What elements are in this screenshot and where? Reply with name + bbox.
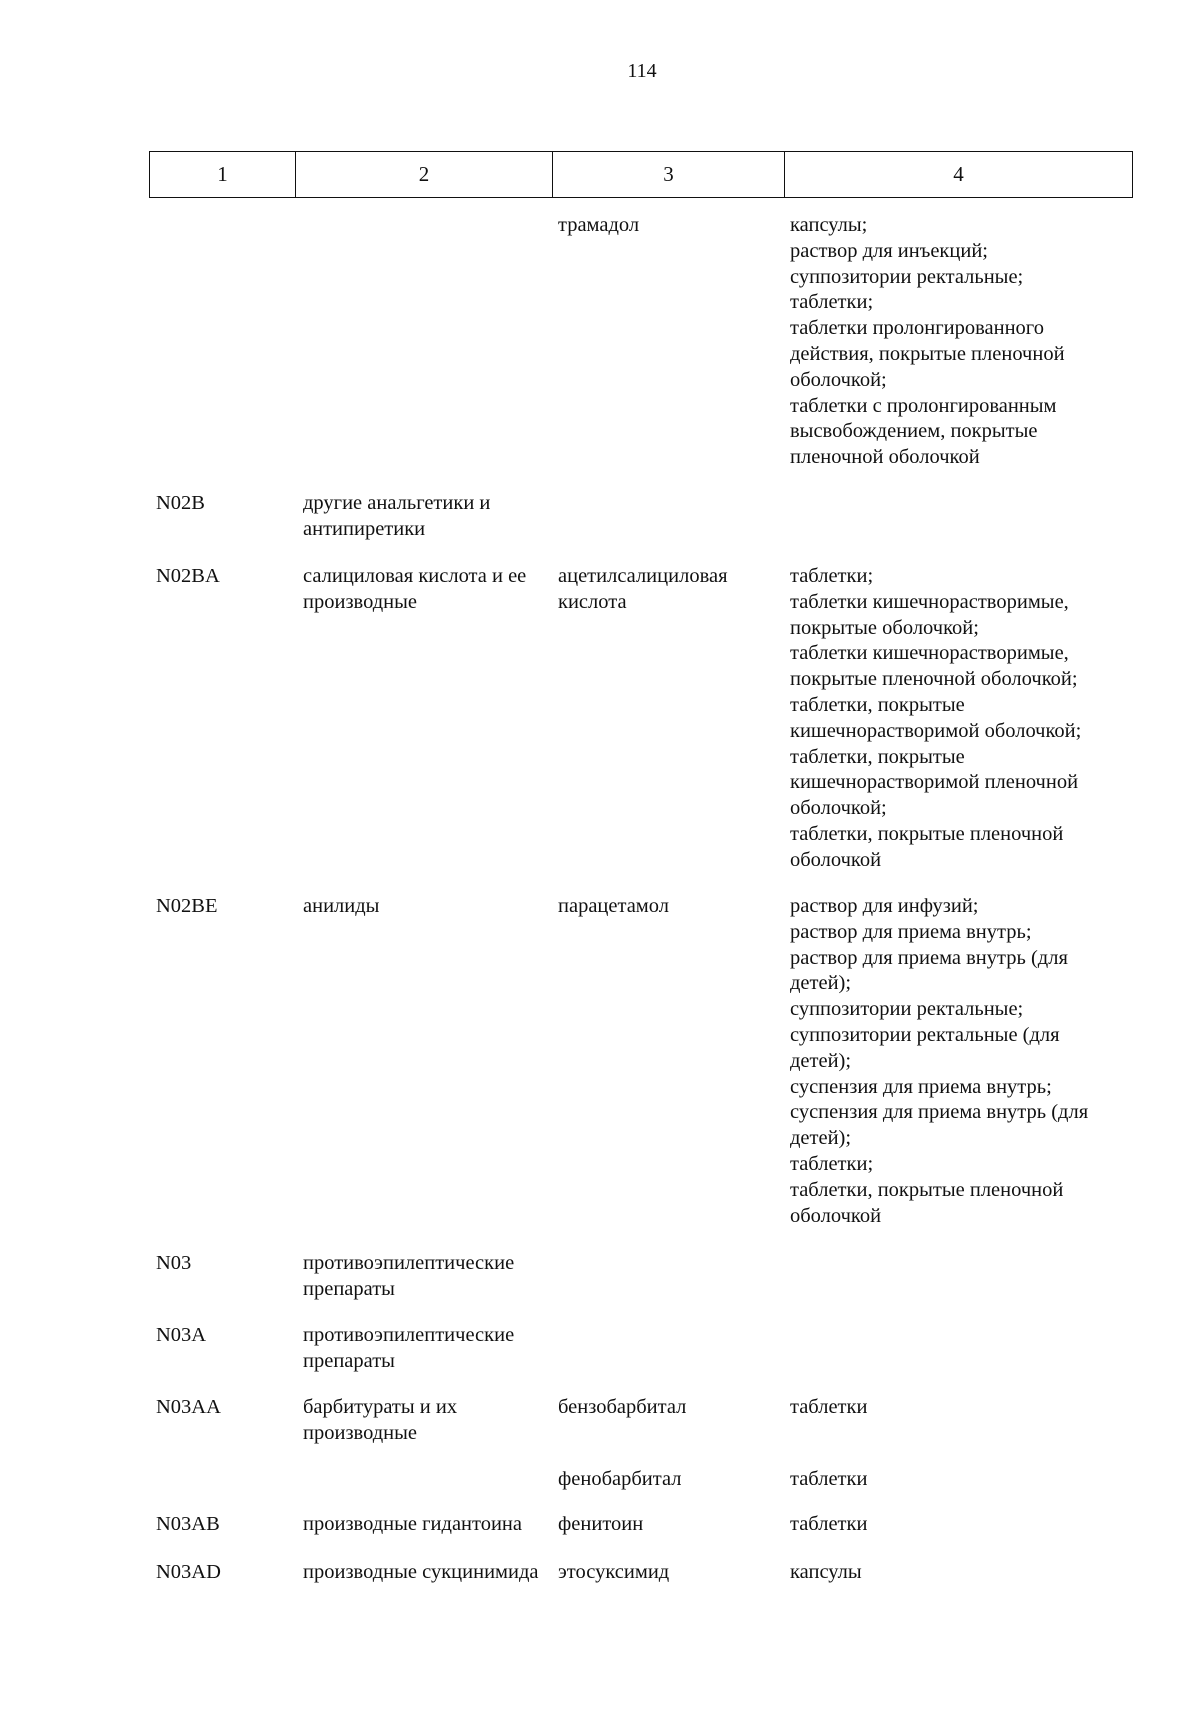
header-col-2: 2 (296, 152, 553, 197)
dosage-forms: раствор для инфузий; раствор для приема внутрь; раствор для приема внутрь (для детей); суппозитории ректальные; суппозитории ректальные (для детей); суспензия для приема внутрь; суспензия для приема внутрь (для детей); таблетки; таблетки, покрытые пленочной оболочкой (790, 895, 1089, 1227)
atc-code: N03 (156, 1252, 192, 1274)
drug-name: трамадол (558, 214, 640, 236)
atc-code: N02BA (156, 565, 220, 587)
drug-group: противоэпилептические препараты (303, 1252, 515, 1300)
drug-name: фенобарбитал (558, 1468, 682, 1490)
dosage-forms: капсулы (790, 1561, 862, 1583)
dosage-forms: таблетки; таблетки кишечнорастворимые, покрытые оболочкой; таблетки кишечнорастворимые, покрытые пленочной оболочкой; таблетки, покрытые кишечнорастворимой оболочкой; таблетки, покрытые кишечнорастворимой пленочной оболочкой; таблетки, покрытые пленочной оболочкой (790, 565, 1082, 871)
atc-code: N02BE (156, 895, 218, 917)
drug-name: бензобарбитал (558, 1396, 687, 1418)
dosage-forms: таблетки (790, 1396, 868, 1418)
drug-name: парацетамол (558, 895, 669, 917)
drug-group: производные сукцинимида (303, 1561, 539, 1583)
dosage-forms: таблетки (790, 1468, 868, 1490)
atc-code: N02B (156, 492, 205, 514)
atc-code: N03A (156, 1324, 207, 1346)
dosage-forms: таблетки (790, 1513, 868, 1535)
drug-group: производные гидантоина (303, 1513, 522, 1535)
drug-group: другие анальгетики и антипиретики (303, 492, 491, 540)
drug-group: анилиды (303, 895, 380, 917)
drug-group: салициловая кислота и ее производные (303, 565, 527, 613)
drug-name: фенитоин (558, 1513, 644, 1535)
dosage-forms: капсулы; раствор для инъекций; суппозитории ректальные; таблетки; таблетки пролонгированного действия, покрытые пленочной оболочкой; таблетки с пролонгированным высвобождением, покрытые пленочной оболочкой (790, 214, 1065, 469)
header-col-4: 4 (953, 162, 964, 186)
atc-code: N03AB (156, 1513, 220, 1535)
atc-code: N03AD (156, 1561, 221, 1583)
header-col-3: 3 (553, 152, 785, 197)
table-header (149, 151, 1133, 198)
drug-name: этосуксимид (558, 1561, 670, 1583)
header-col-1: 1 (150, 152, 296, 197)
drug-name: ацетилсалициловая кислота (558, 565, 728, 613)
drug-group: противоэпилептические препараты (303, 1324, 515, 1372)
page-number: 114 (627, 60, 657, 82)
atc-code: N03AA (156, 1396, 221, 1418)
drug-group: барбитураты и их производные (303, 1396, 458, 1444)
